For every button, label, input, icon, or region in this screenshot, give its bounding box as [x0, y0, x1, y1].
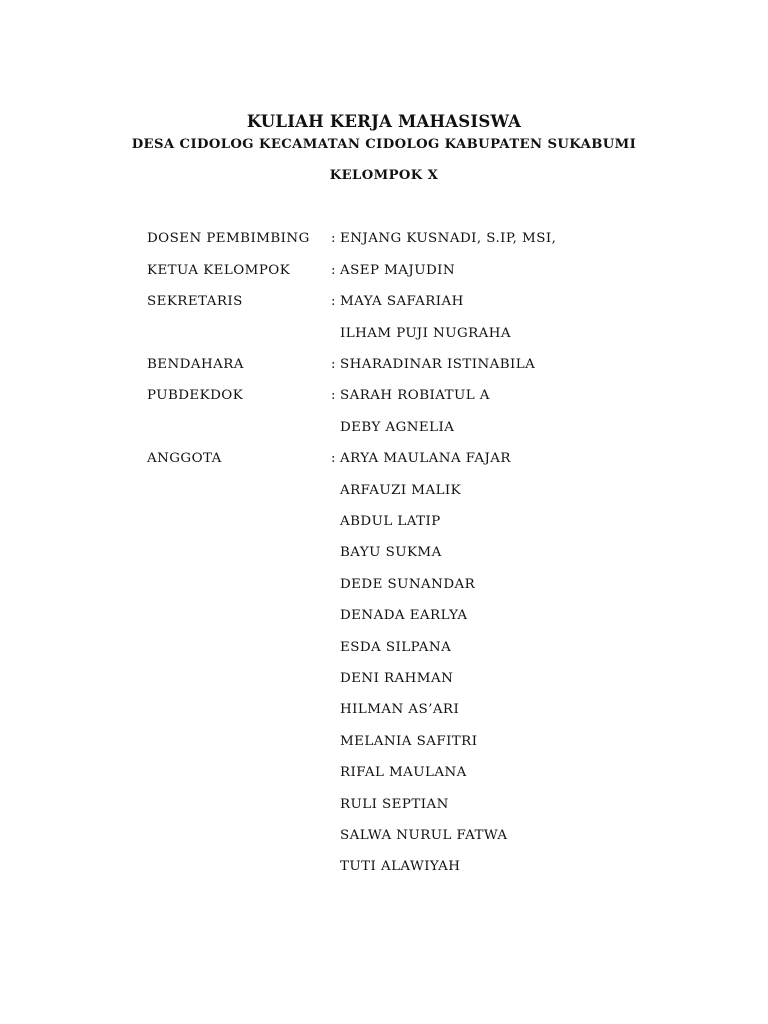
row-colon: :	[331, 231, 336, 246]
row-value: RULI SEPTIAN	[340, 797, 449, 812]
list-row	[0, 420, 768, 440]
list-row	[0, 388, 768, 408]
row-colon: :	[331, 388, 336, 403]
list-row	[0, 608, 768, 628]
list-row	[0, 797, 768, 817]
list-row	[0, 828, 768, 848]
row-value: DENI RAHMAN	[340, 671, 454, 686]
list-row	[0, 263, 768, 283]
list-row	[0, 545, 768, 565]
row-value: MAYA SAFARIAH	[340, 294, 464, 309]
row-label: KETUA KELOMPOK	[147, 263, 291, 278]
list-row	[0, 671, 768, 691]
row-value: ABDUL LATIP	[340, 514, 441, 529]
list-row	[0, 640, 768, 660]
row-value: DENADA EARLYA	[340, 608, 468, 623]
row-value: ENJANG KUSNADI, S.IP, MSI,	[340, 231, 557, 246]
row-value: HILMAN AS’ARI	[340, 702, 460, 717]
list-row	[0, 357, 768, 377]
row-label: PUBDEKDOK	[147, 388, 244, 403]
document-subtitle: DESA CIDOLOG KECAMATAN CIDOLOG KABUPATEN SUKABUMI	[131, 137, 637, 152]
list-row	[0, 294, 768, 314]
row-colon: :	[331, 357, 336, 372]
row-value: DEBY AGNELIA	[340, 420, 455, 435]
row-value: ARFAUZI MALIK	[340, 483, 462, 498]
list-row	[0, 231, 768, 251]
row-label: BENDAHARA	[147, 357, 244, 372]
row-label: SEKRETARIS	[147, 294, 243, 309]
list-row	[0, 734, 768, 754]
list-row	[0, 702, 768, 722]
row-colon: :	[331, 263, 336, 278]
row-value: DEDE SUNANDAR	[340, 577, 476, 592]
row-value: ASEP MAJUDIN	[340, 263, 456, 278]
row-value: ILHAM PUJI NUGRAHA	[340, 326, 512, 341]
row-colon: :	[331, 294, 336, 309]
row-value: RIFAL MAULANA	[340, 765, 467, 780]
document-title: KULIAH KERJA MAHASISWA	[246, 112, 522, 131]
row-value: ESDA SILPANA	[340, 640, 452, 655]
row-label: DOSEN PEMBIMBING	[147, 231, 310, 246]
row-colon: :	[331, 451, 336, 466]
list-row	[0, 577, 768, 597]
row-value: BAYU SUKMA	[340, 545, 442, 560]
row-value: SHARADINAR ISTINABILA	[340, 357, 536, 372]
row-value: TUTI ALAWIYAH	[340, 859, 461, 874]
list-row	[0, 859, 768, 879]
list-row	[0, 326, 768, 346]
group-heading: KELOMPOK X	[329, 168, 439, 183]
list-row	[0, 451, 768, 471]
list-row	[0, 765, 768, 785]
row-value: ARYA MAULANA FAJAR	[340, 451, 511, 466]
row-value: SARAH ROBIATUL A	[340, 388, 490, 403]
list-row	[0, 514, 768, 534]
row-label: ANGGOTA	[147, 451, 222, 466]
row-value: MELANIA SAFITRI	[340, 734, 478, 749]
row-value: SALWA NURUL FATWA	[340, 828, 508, 843]
list-row	[0, 483, 768, 503]
